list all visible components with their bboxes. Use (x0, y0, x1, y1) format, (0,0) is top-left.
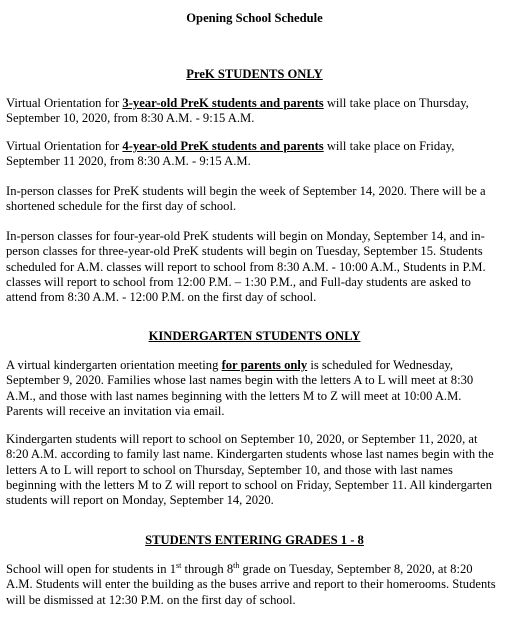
prek-paragraph-4-line-3: scheduled for A.M. classes will report to school from 8:30 A.M. - 10:00 A.M., Students in P.M. (6, 259, 486, 274)
grades-heading: STUDENTS ENTERING GRADES 1 - 8 (145, 533, 364, 547)
kindergarten-heading: KINDERGARTEN STUDENTS ONLY (148, 329, 361, 343)
prek-paragraph-3-line-1: In-person classes for PreK students will begin the week of September 14, 2020. There will be a (6, 184, 486, 198)
kindergarten-paragraph-2-line-2: 8:20 A.M. according to family last name. Kindergarten students whose last names begin with the (6, 447, 494, 462)
grades-paragraph-1-line-2: A.M. Students will enter the building as the buses arrive and report to their homerooms. Students (6, 577, 496, 592)
text-run: Virtual Orientation for (6, 139, 123, 153)
text-run: A virtual kindergarten orientation meeting (6, 358, 222, 372)
text-run: is scheduled for Wednesday, (307, 358, 454, 372)
prek-paragraph-4-line-5: attend from 8:30 A.M. - 12:00 P.M. on the first day of school. (6, 290, 317, 305)
prek-paragraph-2-line-2: September 11 2020, from 8:30 A.M. - 9:15 A.M. (6, 154, 251, 169)
prek-paragraph-4 (6, 229, 506, 305)
kindergarten-paragraph-2-line-1: Kindergarten students will report to school on September 10, 2020, or September 11, 2020, at (6, 432, 478, 446)
prek-paragraph-2 (6, 139, 506, 170)
grades-paragraph-1-line-3: will be dismissed at 12:30 P.M. on the first day of school. (6, 592, 296, 607)
prek-paragraph-1-line-2: September 10, 2020, from 8:30 A.M. - 9:15 A.M. (6, 111, 255, 126)
emphasis-text: 3-year-old PreK students and parents (122, 96, 324, 110)
kindergarten-paragraph-2-line-5: students will report on Monday, September 14, 2020. (6, 493, 274, 508)
kindergarten-paragraph-1 (6, 358, 506, 419)
kindergarten-paragraph-2 (6, 432, 506, 508)
ordinal-suffix: st (176, 560, 182, 570)
prek-paragraph-3-line-2: shortened schedule for the first day of school. (6, 199, 237, 214)
text-run: Virtual Orientation for (6, 96, 123, 110)
prek-paragraph-1-line-1 (6, 96, 506, 111)
prek-paragraph-4-line-2: person classes for three-year-old PreK students will begin on Tuesday, September 15. Students (6, 244, 483, 259)
prek-paragraph-4-line-4: classes will report to school from 12:00 P.M. – 1:30 P.M., and Full-day students are asked to (6, 274, 471, 289)
emphasis-text: for parents only (221, 358, 308, 372)
text-run: will take place on Thursday, (323, 96, 469, 110)
prek-paragraph-2-line-1 (6, 139, 506, 154)
kindergarten-paragraph-1-line-1 (6, 358, 506, 373)
text-run: School will open for students in 1 (6, 562, 177, 576)
prek-paragraph-3 (6, 184, 506, 215)
document-title: Opening School Schedule (186, 11, 323, 25)
prek-heading: PreK STUDENTS ONLY (186, 67, 323, 81)
kindergarten-paragraph-1-line-3: A.M., and those with last names beginning with the letters M to Z will meet at 10:00 A.M. (6, 388, 462, 403)
text-run: through 8 (181, 562, 234, 576)
prek-paragraph-4-line-1: In-person classes for four-year-old PreK students will begin on Monday, September 14, and in- (6, 229, 485, 243)
text-run: grade on Tuesday, September 8, 2020, at 8:20 (239, 562, 473, 576)
text-run: will take place on Friday, (323, 139, 455, 153)
kindergarten-paragraph-2-line-4: beginning with the letters M to Z will report to school on Friday, September 11. All kindergarten (6, 477, 493, 492)
grades-paragraph-1 (6, 562, 506, 608)
emphasis-text: 4-year-old PreK students and parents (122, 139, 324, 153)
kindergarten-paragraph-1-line-2: September 9, 2020. Families whose last names begin with the letters A to L will meet at 8:30 (6, 373, 474, 388)
kindergarten-paragraph-1-line-4: Parents will receive an invitation via email. (6, 403, 225, 418)
grades-paragraph-1-line-1 (6, 562, 506, 577)
kindergarten-paragraph-2-line-3: letters A to L will report to school on Thursday, September 10, and those with last names (6, 462, 453, 477)
prek-paragraph-1 (6, 96, 506, 127)
ordinal-suffix: th (233, 560, 240, 570)
